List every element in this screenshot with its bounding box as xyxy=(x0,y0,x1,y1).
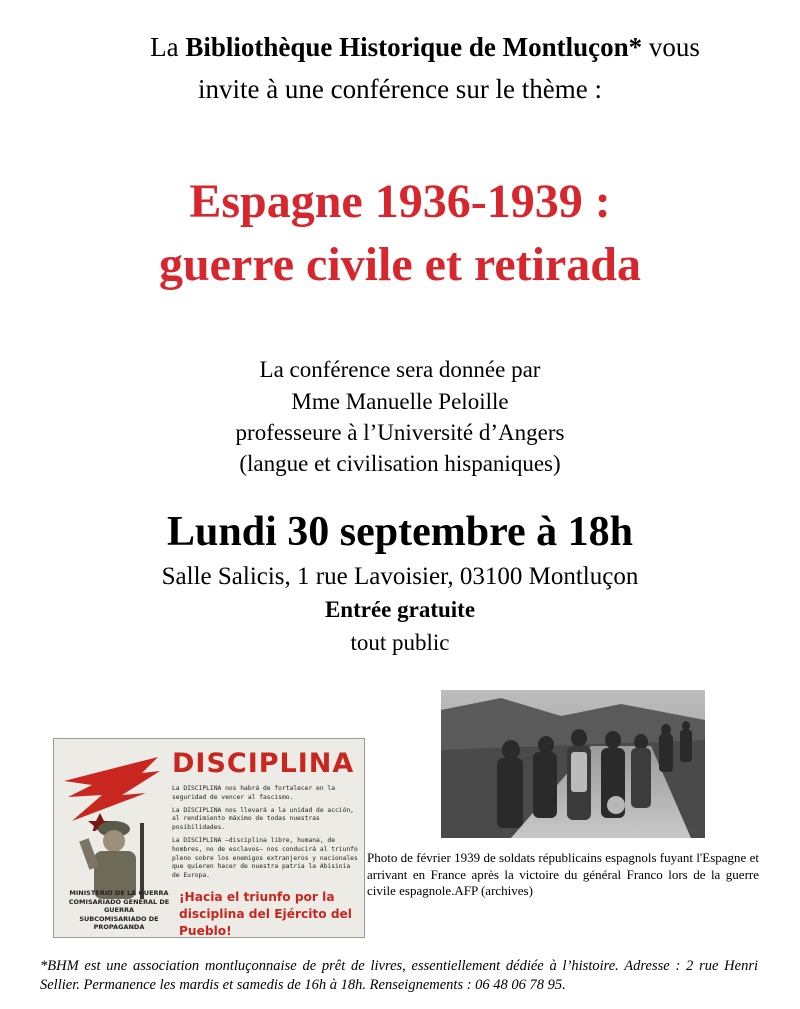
invitation-line-1 xyxy=(0,30,800,64)
poster-ministry-block xyxy=(64,889,174,932)
invitation-line-2: invite à une conférence sur le thème : xyxy=(197,74,603,104)
poster-ministry-line: SUBCOMISARIADO DE PROPAGANDA xyxy=(79,914,159,931)
soldier-illustration-icon xyxy=(72,819,162,899)
poster-title: DISCIPLINA xyxy=(172,748,355,779)
event-audience: tout public xyxy=(350,630,450,655)
library-name: Bibliothèque Historique de Montluçon* xyxy=(185,32,643,62)
event-entry: Entrée gratuite xyxy=(324,597,476,622)
poster-paragraph: La DISCIPLINA —disciplina libre, humana, de hombres, no de esclavos— nos conducirá al triunfo pleno sobre los enemigos extranjeros y nacionales que quieren hacer de nuestra patria la Abisinia de Europa. xyxy=(172,836,358,880)
invitation-prefix: La xyxy=(150,32,186,62)
speaker-affiliation: professeure à l’Université d’Angers xyxy=(235,420,565,445)
poster-slogan: ¡Hacia el triunfo por la disciplina del Ejército del Pueblo! xyxy=(179,890,352,938)
photo-scene-icon xyxy=(441,690,705,838)
refugee-soldiers-photo xyxy=(441,690,705,838)
photo-caption: Photo de février 1939 de soldats républicains espagnols fuyant l'Espagne et arrivant en France après la victoire du général Franco lors de la guerre civile espagnole.AFP (archives) xyxy=(367,850,759,898)
event-date: Lundi 30 septembre à 18h xyxy=(167,509,633,555)
speaker-name: Mme Manuelle Peloille xyxy=(291,389,509,414)
poster-paragraph: La DISCIPLINA nos llevará a la unidad de acción, al rendimiento máximo de todas nuestras posibilidades. xyxy=(172,806,354,832)
conference-title-line-1: Espagne 1936-1939 : xyxy=(189,175,611,228)
poster-paragraph: La DISCIPLINA nos habrá de fortalecer en la seguridad de vencer al fascismo. xyxy=(172,785,336,801)
footnote: *BHM est une association montluçonnaise de prêt de livres, essentiellement dédiée à l’histoire. Adresse : 2 rue Henri Sellier. Permanence les mardis et samedis de 16h à 18h. Renseignements : 06 48 06 78 95. xyxy=(40,958,758,993)
speaker-intro: La conférence sera donnée par xyxy=(259,357,541,382)
poster-body-text xyxy=(172,785,358,885)
poster-ministry-line: COMISARIADO GENERAL DE GUERRA xyxy=(68,897,170,914)
invitation-suffix: vous xyxy=(642,32,700,62)
event-venue: Salle Salicis, 1 rue Lavoisier, 03100 Montluçon xyxy=(161,563,639,590)
poster-ministry-line: MINISTERIO DE LA GUERRA xyxy=(69,889,169,897)
disciplina-poster-image xyxy=(53,738,365,938)
speaker-field: (langue et civilisation hispaniques) xyxy=(239,451,561,476)
conference-title-line-2: guerre civile et retirada xyxy=(158,238,641,291)
